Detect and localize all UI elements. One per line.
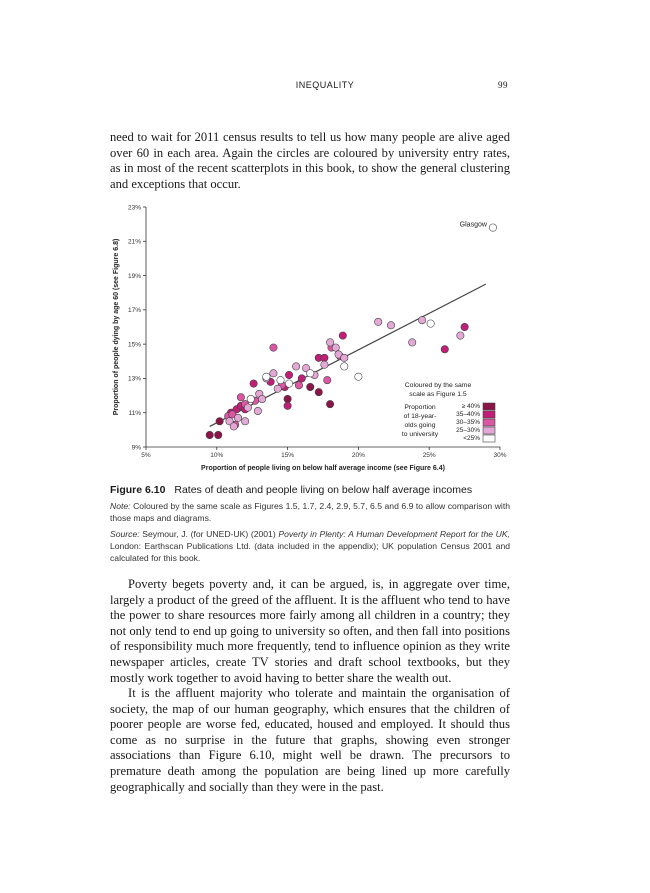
data-point [254, 407, 261, 414]
body-paragraph-1: Poverty begets poverty and, it can be argued, is, in aggregate over time, largely a product of the greed of the affluent. It is the affluent who tend to have the power to share resources more fairly among all children in a country; they not only tend to end up going to university so often, and then fall into positions of responsibility much more frequently, tend to influence opinion as they write newspaper articles, create TV stories and draft school textbooks, but they mostly work together to avoid having to better share the wealth out. [110, 577, 510, 685]
figure-caption [110, 484, 520, 496]
figure-note-text: Coloured by the same scale as Figures 1.5, 1.7, 2.4, 2.9, 5.7, 6.5 and 6.9 to allow comparison with those maps and diagrams. [110, 501, 510, 524]
legend-swatch [483, 435, 495, 442]
figure-label: Figure 6.10 [110, 484, 166, 496]
legend-side-label-line3: olds going [404, 422, 436, 429]
chart-ticks [128, 204, 507, 459]
data-point [326, 400, 333, 407]
legend-side-label-line4: to university [401, 431, 439, 438]
data-point [206, 431, 213, 438]
y-tick-label: 9% [131, 444, 141, 452]
data-point [441, 346, 448, 353]
body-paragraph-2: It is the affluent majority who tolerate and maintain the organisation of society, the map of our human geography, which ensures that the children of poorer people are worse fed, educated, housed and employed. It should thus come as no surprise in the future that graphs, showing even stronger associations than Figure 6.10, might well be drawn. The precursors to premature death among the population are being lined up more carefully geographically and socially than they were in the past. [110, 686, 510, 794]
data-point [285, 380, 292, 387]
data-point [247, 395, 254, 402]
data-point [215, 431, 222, 438]
y-tick-label: 19% [127, 272, 141, 280]
running-title: INEQUALITY [295, 80, 355, 90]
figure-source-author: Seymour, J. (for UNED-UK) (2001) [142, 529, 276, 539]
figure-source [110, 528, 510, 565]
data-point [409, 339, 416, 346]
page-number: 99 [498, 80, 508, 90]
data-point [315, 388, 322, 395]
data-point [270, 344, 277, 351]
figure-source-rest: London: Earthscan Publications Ltd. (data included in the appendix); UK population Census 2001 and calculated for this book. [110, 541, 510, 564]
legend-entry-label: 35–40% [456, 411, 480, 419]
legend-heading-line2: scale as Figure 1.5 [409, 391, 467, 398]
legend-entry-label: 25–30% [456, 427, 480, 435]
data-point [307, 370, 314, 377]
y-tick-label: 17% [127, 307, 141, 315]
data-point [324, 376, 331, 383]
x-tick-label: 5% [141, 452, 151, 459]
legend-entries [456, 403, 495, 442]
chart-legend [402, 382, 495, 442]
data-point [292, 363, 299, 370]
data-point [277, 376, 284, 383]
x-tick-label: 10% [210, 452, 224, 459]
figure-source-label: Source: [110, 529, 140, 539]
data-point [307, 383, 314, 390]
legend-swatch [483, 411, 495, 418]
legend-entry-label: 30–35% [456, 419, 480, 427]
data-point [298, 375, 305, 382]
data-point [284, 402, 291, 409]
y-tick-label: 23% [127, 204, 141, 212]
data-point [216, 418, 223, 425]
data-point [457, 332, 464, 339]
chart-axes [146, 207, 500, 447]
data-point [263, 373, 270, 380]
data-point [284, 395, 291, 402]
data-point [461, 323, 468, 330]
glasgow-annotation: Glasgow [459, 221, 487, 229]
data-point [295, 382, 302, 389]
data-point [375, 318, 382, 325]
figure-note-label: Note: [110, 501, 131, 511]
legend-entry-label: <25% [463, 435, 480, 443]
chart-points [206, 221, 497, 439]
data-point [489, 224, 496, 231]
y-tick-label: 15% [127, 341, 141, 349]
running-head [0, 80, 650, 94]
legend-heading-line1: Coloured by the same [404, 382, 472, 389]
data-point [321, 361, 328, 368]
figure-source-title: Poverty in Plenty: A Human Development Report for the UK, [278, 529, 510, 539]
data-point [241, 418, 248, 425]
data-point [258, 395, 265, 402]
x-tick-label: 20% [351, 452, 365, 459]
data-point [285, 371, 292, 378]
intro-paragraph: need to wait for 2011 census results to tell us how many people are alive aged over 60 in each area. Again the circles are coloured by university entry rates, as in most of the recent scatterplots in this book, to show the general clustering and exceptions that occur. [110, 130, 510, 191]
y-tick-label: 11% [128, 410, 141, 418]
x-tick-label: 25% [422, 452, 436, 459]
data-point [274, 385, 281, 392]
data-point [230, 423, 237, 430]
y-tick-label: 21% [127, 238, 141, 246]
data-point [341, 363, 348, 370]
data-point [427, 320, 434, 327]
legend-swatch [483, 427, 495, 434]
y-tick-label: 13% [127, 375, 141, 383]
data-point [250, 380, 257, 387]
legend-swatch [483, 419, 495, 426]
data-point [418, 316, 425, 323]
data-point [387, 322, 394, 329]
data-point [355, 373, 362, 380]
data-point [237, 394, 244, 401]
figure-note [110, 500, 510, 524]
data-point [234, 414, 241, 421]
data-point [321, 354, 328, 361]
data-point [332, 344, 339, 351]
data-point [339, 332, 346, 339]
x-axis-title: Proportion of people living on below half average income (see Figure 6.4) [201, 465, 445, 472]
data-point [341, 354, 348, 361]
figure-title: Rates of death and people living on below half average incomes [174, 484, 473, 496]
trend-line [210, 284, 486, 426]
legend-swatch [483, 403, 495, 410]
scatter-chart [100, 197, 530, 477]
data-point [270, 370, 277, 377]
x-tick-label: 15% [281, 452, 295, 459]
x-tick-label: 30% [493, 452, 507, 459]
legend-entry-label: ≥ 40% [461, 403, 480, 411]
y-axis-title: Proportion of people dying by age 60 (see Figure 6.8) [113, 238, 120, 416]
legend-side-label-line1: Proportion [404, 404, 436, 411]
data-point [244, 404, 251, 411]
legend-side-label-line2: of 18-year- [403, 413, 437, 420]
